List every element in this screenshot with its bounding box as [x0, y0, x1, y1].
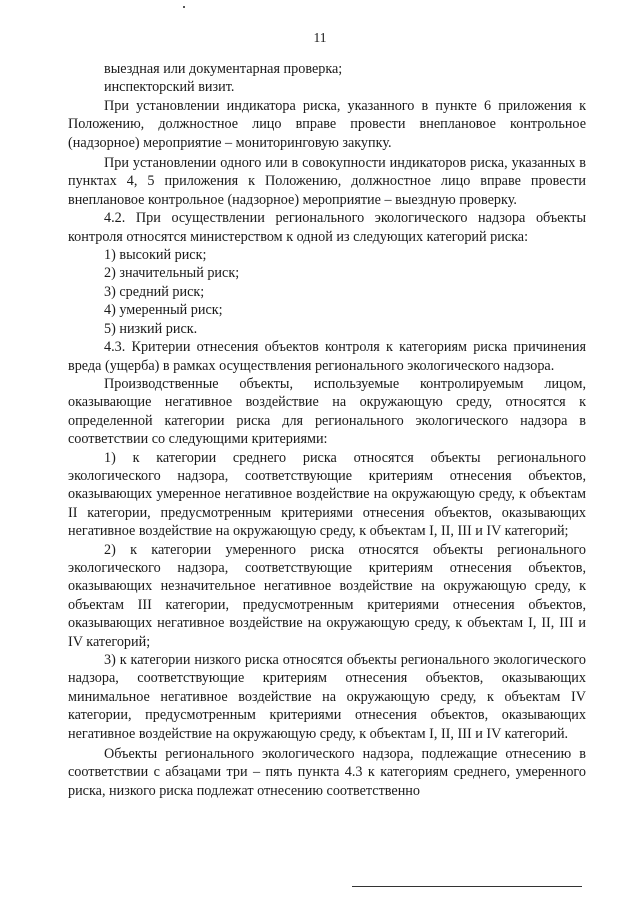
risk-category-item: 2) значительный риск; [104, 265, 240, 282]
criterion-medium-risk: 1) к категории среднего риска относятся объекты регионального экологического надзора, соответствующие критериям отнесения объектов, оказывающих умеренное негативное воздействие на окружающую среду, к объектам II категории, предусмотренным критериями отнесения объектов, оказывающих негативное воздействие на окружающую среду, к объектам I, II, III и IV категорий; [68, 449, 586, 540]
paragraph-section-4-2: 4.2. При осуществлении регионального экологического надзора объекты контроля относятся министерством к одной из следующих категорий риска: [68, 210, 586, 245]
paragraph-section-4-3: 4.3. Критерии отнесения объектов контроля к категориям риска причинения вреда (ущерба) в рамках осуществления регионального экологического надзора. [68, 339, 586, 374]
criterion-moderate-risk: 2) к категории умеренного риска относятся объекты регионального экологического надзора, соответствующие критериям отнесения объектов, оказывающих незначительное негативное воздействие на окружающую среду, к объектам III категории, предусмотренным критериями отнесения объектов, оказывающих негативное воздействие на окружающую среду, к объектам I, II, III и IV категорий; [68, 541, 586, 650]
risk-category-item: 4) умеренный риск; [104, 302, 223, 319]
paragraph-final: Объекты регионального экологического надзора, подлежащие отнесению в соответствии с абзацами три – пять пункта 4.3 к категориям среднего, умеренного риска, низкого риска подлежат отнесению соответственно [68, 746, 586, 799]
risk-category-item: 1) высокий риск; [104, 247, 207, 264]
paragraph-3: При установлении индикатора риска, указанного в пункте 6 приложения к Положению, должностное лицо вправе провести внеплановое контрольное (надзорное) мероприятие – мониторинговую закупку. [68, 97, 586, 151]
risk-category-item: 3) средний риск; [104, 283, 205, 300]
paragraph-4: При установлении одного или в совокупности индикаторов риска, указанных в пунктах 4, 5 приложения к Положению, должностное лицо вправе провести внеплановое контрольное (надзорное) мероприятие – выездную проверку. [68, 155, 586, 208]
scan-speck [183, 6, 185, 8]
page-number: 11 [313, 30, 327, 45]
page-body [68, 60, 586, 800]
bottom-divider [352, 886, 582, 887]
criterion-low-risk: 3) к категории низкого риска относятся объекты регионального экологического надзора, соответствующие критериям отнесения объектов, оказывающих минимальное негативное воздействие на окружающую среду, к объектам IV категории, предусмотренным критериями отнесения объектов, оказывающих негативное воздействие на окружающую среду, к объектам I, II, III и IV категорий. [68, 652, 586, 742]
risk-category-item: 5) низкий риск. [104, 320, 198, 337]
paragraph-production-objects: Производственные объекты, используемые контролируемым лицом, оказывающие негативное воздействие на окружающую среду, относятся к определенной категории риска для регионального экологического надзора в соответствии со следующими критериями: [68, 375, 586, 448]
paragraph-2: инспекторский визит. [104, 79, 235, 96]
paragraph-1: выездная или документарная проверка; [104, 61, 343, 77]
